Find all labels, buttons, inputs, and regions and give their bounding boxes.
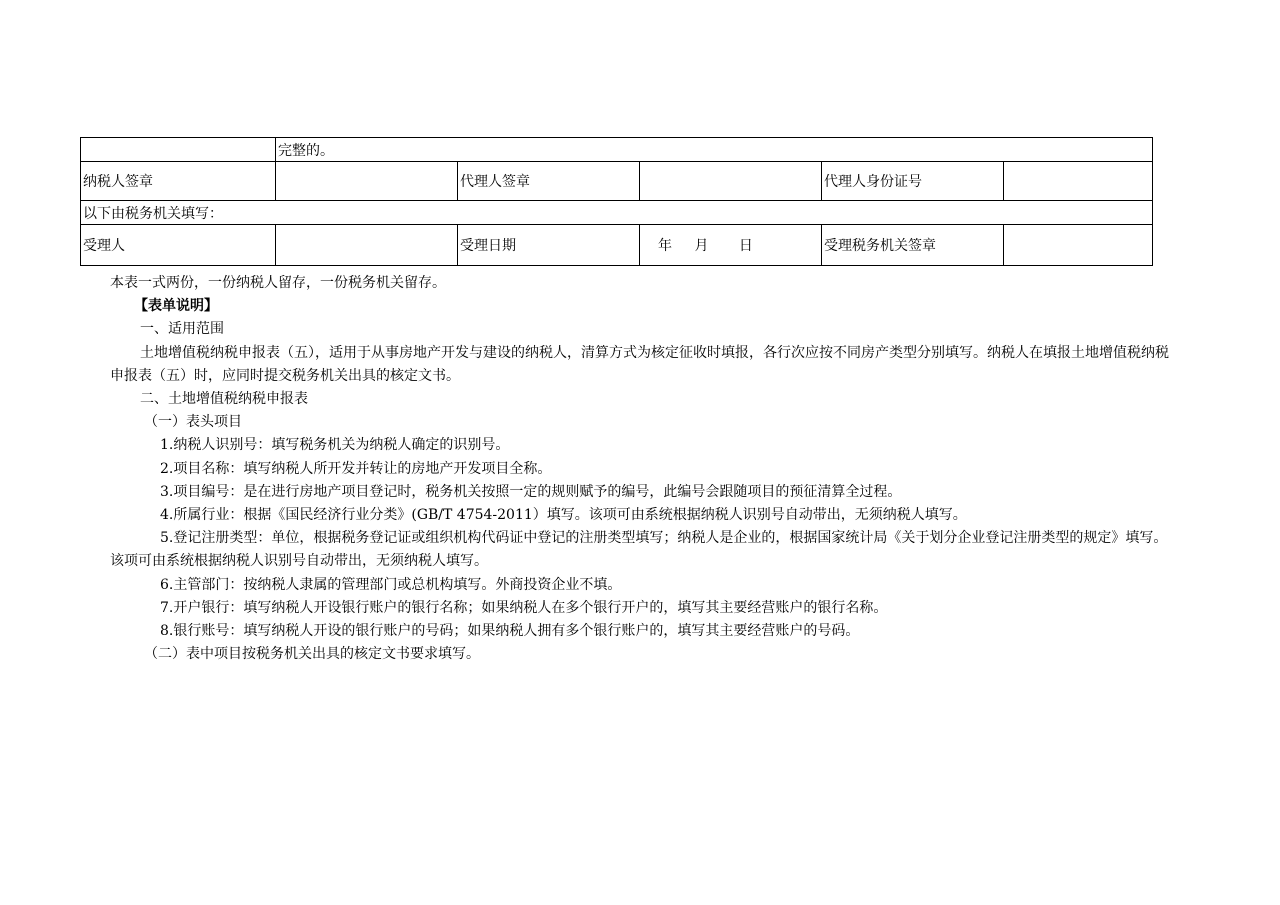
receiver-label: 受理人 (81, 225, 276, 266)
agent-seal-label: 代理人签章 (458, 162, 640, 201)
empty-cell (81, 138, 276, 162)
tax-office-seal-field[interactable] (1004, 225, 1153, 266)
instruction-item: 5.登记注册类型：单位，根据税务登记证或组织机构代码证中登记的注册类型填写；纳税人是企业的，根据国家统计局《关于划分企业登记注册类型的规定》填写。该项可由系统根据纳税人识别号自动带出，无须纳税人填写。 (110, 530, 1168, 570)
instruction-item: 8.银行账号：填写纳税人开设的银行账户的号码；如果纳税人拥有多个银行账户的，填写其主要经营账户的号码。 (160, 623, 860, 640)
sub1-title: （一）表头项目 (144, 414, 242, 431)
sub2-title: （二）表中项目按税务机关出具的核定文书要求填写。 (144, 646, 480, 663)
section1-body: 土地增值税纳税申报表（五），适用于从事房地产开发与建设的纳税人，清算方式为核定征收时填报，各行次应按不同房产类型分别填写。纳税人在填报土地增值税纳税申报表（五）时，应同时提交税务机关出具的核定文书。 (110, 344, 1169, 384)
date-day-label: 日 (738, 238, 753, 254)
instruction-item: 4.所属行业：根据《国民经济行业分类》(GB/T 4754-2011）填写。该项可由系统根据纳税人识别号自动带出，无须纳税人填写。 (160, 507, 967, 524)
agent-id-label: 代理人身份证号 (822, 162, 1004, 201)
section2-title: 二、土地增值税纳税申报表 (140, 391, 308, 408)
tax-office-section-label: 以下由税务机关填写： (81, 201, 1153, 225)
taxpayer-seal-label: 纳税人签章 (81, 162, 276, 201)
receive-date-field[interactable] (640, 225, 822, 266)
agent-seal-field[interactable] (640, 162, 822, 201)
instructions-title: 【表单说明】 (134, 298, 218, 315)
agent-id-field[interactable] (1004, 162, 1153, 201)
declaration-tail-text: 完整的。 (276, 138, 1153, 162)
table-row (81, 201, 1153, 225)
instruction-item: 6.主管部门：按纳税人隶属的管理部门或总机构填写。外商投资企业不填。 (160, 576, 622, 593)
date-year-label: 年 (658, 238, 672, 254)
table-row (81, 162, 1153, 201)
instruction-item: 7.开户银行：填写纳税人开设银行账户的银行名称；如果纳税人在多个银行开户的，填写其主要经营账户的银行名称。 (160, 599, 888, 616)
receive-date-label: 受理日期 (458, 225, 640, 266)
tax-office-seal-label: 受理税务机关签章 (822, 225, 1004, 266)
receiver-field[interactable] (276, 225, 458, 266)
section1-title: 一、适用范围 (140, 321, 224, 338)
date-month-label: 月 (694, 238, 709, 254)
instruction-item: 1.纳税人识别号：填写税务机关为纳税人确定的识别号。 (160, 437, 510, 454)
instruction-item: 3.项目编号：是在进行房地产项目登记时，税务机关按照一定的规则赋予的编号，此编号会跟随项目的预征清算全过程。 (160, 483, 902, 500)
table-row (81, 225, 1153, 266)
table-row (81, 138, 1153, 162)
taxpayer-seal-field[interactable] (276, 162, 458, 201)
copies-note: 本表一式两份，一份纳税人留存，一份税务机关留存。 (110, 275, 446, 291)
instruction-item: 2.项目名称：填写纳税人所开发并转让的房地产开发项目全称。 (160, 460, 552, 477)
form-instructions (110, 272, 1175, 666)
declaration-signature-table (80, 137, 1153, 266)
